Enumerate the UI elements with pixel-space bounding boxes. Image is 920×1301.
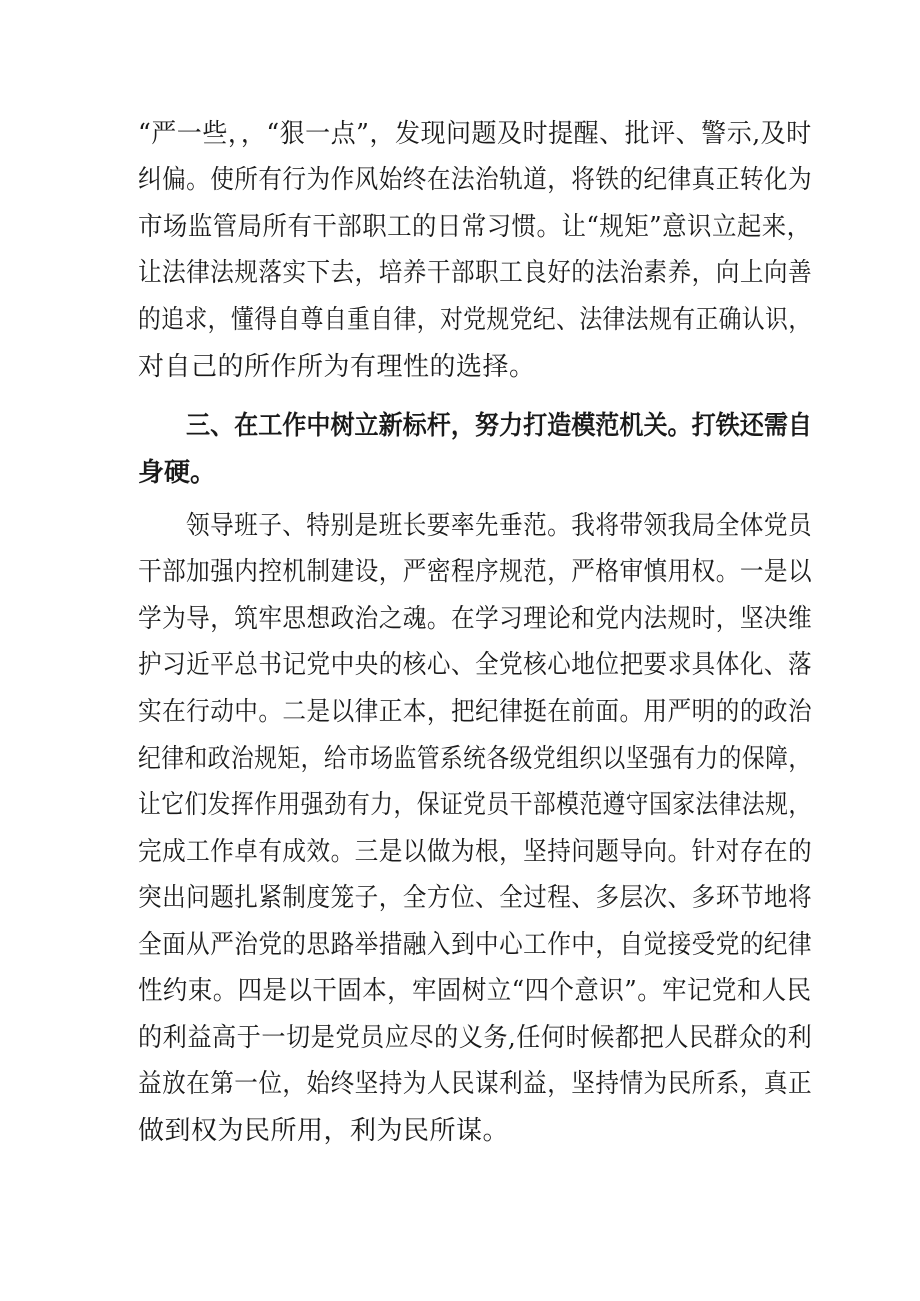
text-line: 益放在第一位，始终坚持为人民谋利益，坚持情为民所系，真正 [138,1069,813,1099]
text-line: 领导班子、特别是班长要率先垂范。我将带领我局全体党员 [186,511,813,541]
text-line: 市场监管局所有干部职工的日常习惯。让“规矩”意识立起来， [138,212,812,242]
text-line: 突出问题扎紧制度笼子，全方位、全过程、多层次、多环节地将 [138,883,813,913]
text-line: 干部加强内控机制建设，严密程序规范，严格审慎用权。一是以 [138,557,813,587]
heading-line: 三、在工作中树立新标杆，努力打造模范机关。打铁还需自 [186,411,812,441]
text-line: 纪律和政治规矩，给市场监管系统各级党组织以坚强有力的保障， [138,744,812,774]
text-line: 的追求，懂得自尊自重自律，对党规党纪、法律法规有正确认识， [138,305,812,335]
text-line: 对自己的所作所为有理性的选择。 [138,352,536,382]
heading-line: 身硬。 [138,458,217,488]
text-line: 性约束。四是以干固本，牢固树立“四个意识”。牢记党和人民 [138,976,812,1006]
text-line: 的利益高于一切是党员应尽的义务,任何时候都把人民群众的利 [138,1023,813,1053]
text-line: 护习近平总书记党中央的核心、全党核心地位把要求具体化、落 [138,650,813,680]
text-line: 全面从严治党的思路举措融入到中心工作中，自觉接受党的纪律 [138,930,813,960]
text-line: 纠偏。使所有行为作风始终在法治轨道，将铁的纪律真正转化为 [138,165,813,195]
text-line: “严一些，，“狠一点”，发现问题及时提醒、批评、警示,及时 [138,119,812,149]
text-line: 让法律法规落实下去，培养干部职工良好的法治素养，向上向善 [138,258,813,288]
text-line: 实在行动中。二是以律正本，把纪律挺在前面。用严明的的政治 [138,697,813,727]
text-line: 完成工作卓有成效。三是以做为根，坚持问题导向。针对存在的 [138,837,813,867]
text-line: 做到权为民所用，利为民所谋。 [138,1116,510,1146]
text-line: 让它们发挥作用强劲有力，保证党员干部模范遵守国家法律法规， [138,790,812,820]
text-line: 学为导，筑牢思想政治之魂。在学习理论和党内法规时，坚决维 [138,604,813,634]
